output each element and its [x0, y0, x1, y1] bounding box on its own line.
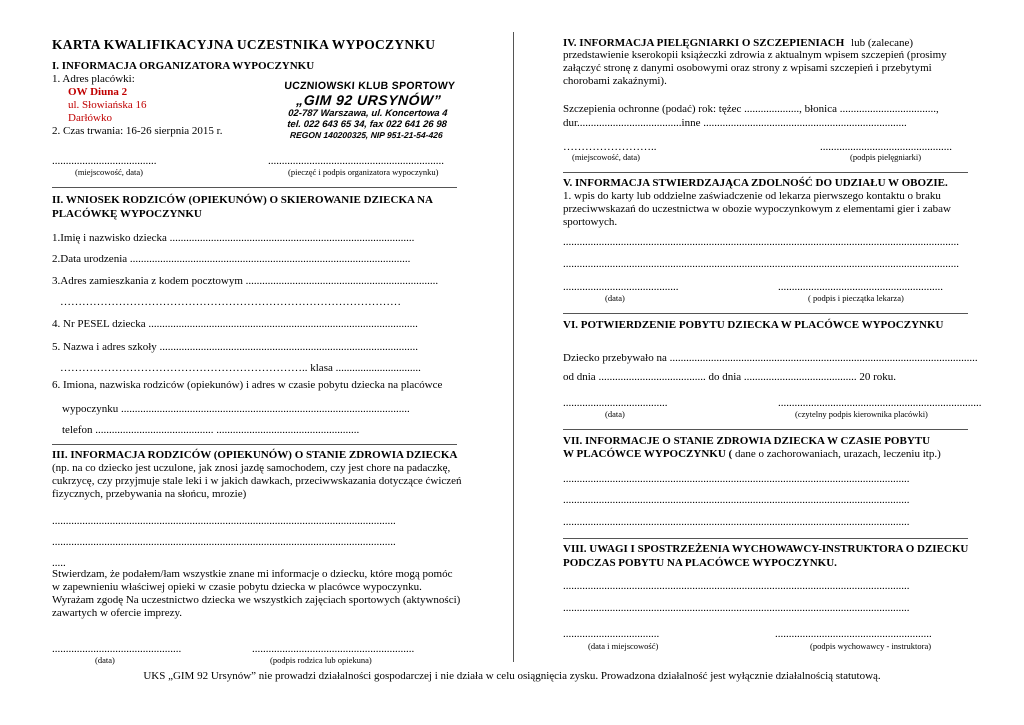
stamp-line-2: „GIM 92 URSYNÓW” [295, 92, 442, 108]
section-2-heading-line-1: II. WNIOSEK RODZICÓW (OPIEKUNÓW) O SKIEROWANIE DZIECKA NA [52, 194, 433, 206]
manager-signature-dots[interactable]: .......................................................................... [778, 397, 982, 409]
section-3-heading: III. INFORMACJA RODZICÓW (OPIEKUNÓW) O STANIE ZDROWIA DZIECKA [52, 449, 458, 461]
stamp-line-5: REGON 140200325, NIP 951-21-54-426 [289, 130, 444, 140]
divider-line [563, 538, 968, 539]
caption-parent-signature: (podpis rodzica lub opiekuna) [270, 655, 372, 665]
field-school-class[interactable]: ………………………………………………………….. klasa ............................... [60, 362, 421, 374]
column-divider [513, 32, 514, 662]
divider-line [52, 444, 457, 445]
section-4-heading: IV. INFORMACJA PIELĘGNIARKI O SZCZEPIENIACH [563, 37, 845, 49]
instructor-line-1[interactable]: .............................................................................................................................. [563, 580, 910, 592]
section-7-heading-line-2-row [563, 448, 941, 460]
manager-date-dots[interactable]: ...................................... [563, 397, 668, 409]
stay-health-line-3[interactable]: .............................................................................................................................. [563, 516, 910, 528]
nurse-date-dots[interactable]: …………………….. [563, 141, 657, 153]
health-line-2[interactable]: ............................................................................................................................. [52, 536, 396, 548]
parent-signature-dots[interactable]: ........................................................... [252, 643, 415, 655]
instructor-date-dots[interactable]: ................................... [563, 628, 660, 640]
document-title: KARTA KWALIFIKACYJNA UCZESTNIKA WYPOCZYNKU [52, 37, 436, 52]
address-line-1: OW Diuna 2 [68, 86, 128, 98]
footer-note: UKS „GIM 92 Ursynów” nie prowadzi działalności gospodarczej i nie działa w celu osiągnięcia zysku. Prowadzona działalność jest wyłącznie działalnością statutową. [143, 670, 881, 682]
signature-dots-left: ...................................... [52, 155, 157, 167]
caption-manager-date: (data) [605, 409, 625, 419]
organizer-stamp [276, 80, 460, 142]
section-7-heading-extra: dane o zachorowaniach, urazach, leczeniu itp.) [734, 448, 941, 460]
stamp-line-1: UCZNIOWSKI KLUB SPORTOWY [283, 80, 456, 92]
caption-place-date: (miejscowość, data) [75, 167, 143, 177]
field-address[interactable]: 3.Adres zamieszkania z kodem pocztowym ...................................................................... [52, 275, 439, 287]
section-4-description: przedstawienie kserokopii książeczki zdrowia z aktualnym wpisem szczepień (prosimy załączyć stronę z danymi osobowymi oraz strony z wpisami szczepień i przebytymi chorobami zakaźnymi). [563, 49, 947, 87]
divider-line [563, 313, 968, 314]
field-parents-label: 6. Imiona, nazwiska rodziców (opiekunów) i adres w czasie pobytu dziecka na placówce [52, 379, 443, 391]
section-7-heading-line-1: VII. INFORMACJE O STANIE ZDROWIA DZIECKA W CZASIE POBYTU [563, 435, 931, 447]
nurse-signature-dots[interactable]: ................................................ [820, 141, 952, 153]
address-line-2: ul. Słowiańska 16 [68, 99, 147, 111]
section-1-heading: I. INFORMACJA ORGANIZATORA WYPOCZYNKU [52, 60, 315, 72]
doctor-signature-dots[interactable]: ............................................................ [778, 281, 943, 293]
caption-doctor-date: (data) [605, 293, 625, 303]
signature-dots-right: ................................................................ [268, 155, 444, 167]
section-7-heading-line-2: W PLACÓWCE WYPOCZYNKU ( [563, 448, 733, 460]
section-6-heading: VI. POTWIERDZENIE POBYTU DZIECKA W PLACÓWCE WYPOCZYNKU [563, 319, 944, 331]
address-line-3: Darłówko [68, 112, 112, 124]
parent-date-dots[interactable]: ............................................... [52, 643, 182, 655]
section-8-heading-line-1: VIII. UWAGI I SPOSTRZEŻENIA WYCHOWAWCY-INSTRUKTORA O DZIECKU [563, 543, 969, 555]
caption-organizer-signature: (pieczęć i podpis organizatora wypoczynku) [288, 167, 439, 177]
section-3-description: (np. na co dziecko jest uczulone, jak znosi jazdę samochodem, czy jest chore na padaczkę, cukrzycę, czy przyjmuje stale leki i w jakich dawkach, przeciwwskazania dotyczące ćwiczeń fizycznych, przebywania na słońcu, mrozie) [52, 462, 462, 500]
vaccination-line-2[interactable]: dur......................................inne .......................................................................... [563, 117, 907, 129]
caption-instructor-date: (data i miejscowość) [588, 641, 659, 651]
health-line-1[interactable]: ............................................................................................................................. [52, 515, 396, 527]
stamp-line-3: 02-787 Warszawa, ul. Koncertowa 4 [287, 108, 448, 119]
field-pesel[interactable]: 4. Nr PESEL dziecka .................................................................................................. [52, 318, 418, 330]
section-5-description: 1. wpis do karty lub oddzielne zaświadczenie od lekarza pierwszego kontaktu o braku przeciwwskazań do uczestnictwa w obozie wypoczynkowym z elementami gier i zabaw sportowych. [563, 190, 951, 228]
field-address-continued[interactable]: ………………………………………………………………………………… [60, 296, 401, 308]
field-school[interactable]: 5. Nazwa i adres szkoły .............................................................................................. [52, 341, 419, 353]
field-child-name[interactable]: 1.Imię i nazwisko dziecka ......................................................................................... [52, 232, 415, 244]
stay-health-line-2[interactable]: .............................................................................................................................. [563, 494, 910, 506]
caption-doctor-signature: ( podpis i pieczątka lekarza) [808, 293, 904, 303]
doctor-line-2[interactable]: ................................................................................................................................................ [563, 258, 959, 270]
caption-manager-signature: (czytelny podpis kierownika placówki) [795, 409, 928, 419]
stay-dates-line[interactable]: od dnia ....................................... do dnia ......................................... 20 roku. [563, 371, 897, 383]
stamp-line-4: tel. 022 643 65 34, fax 022 641 26 98 [286, 119, 448, 130]
divider-line [563, 172, 968, 173]
health-line-3[interactable]: ..... [52, 557, 66, 569]
vaccination-line-1[interactable]: Szczepienia ochronne (podać) rok: tężec ...................., błonica ..................................., [563, 103, 939, 115]
section-5-heading: V. INFORMACJA STWIERDZAJĄCA ZDOLNOŚĆ DO UDZIAŁU W OBOZIE. [563, 177, 948, 189]
caption-instructor-signature: (podpis wychowawcy - instruktora) [810, 641, 932, 651]
field-parents-address[interactable]: wypoczynku ......................................................................................................... [62, 403, 410, 415]
doctor-date-dots[interactable]: .......................................... [563, 281, 679, 293]
section-4-heading-row [563, 37, 913, 49]
duration-text: 2. Czas trwania: 16-26 sierpnia 2015 r. [52, 125, 223, 137]
section-4-heading-extra: lub (zalecane) [851, 37, 913, 49]
field-phone[interactable]: telefon ........................................... .................................................... [62, 424, 360, 436]
section-2-heading-line-2: PLACÓWKĘ WYPOCZYNKU [52, 208, 202, 220]
stay-place-line[interactable]: Dziecko przebywało na ................................................................................................................ [563, 352, 978, 364]
divider-line [563, 429, 968, 430]
caption-nurse-place-date: (miejscowość, data) [572, 152, 640, 162]
stay-health-line-1[interactable]: .............................................................................................................................. [563, 473, 910, 485]
section-8-heading-line-2: PODCZAS POBYTU NA PLACÓWCE WYPOCZYNKU. [563, 557, 837, 569]
field-birth-date[interactable]: 2.Data urodzenia ...................................................................................................... [52, 253, 411, 265]
caption-nurse-signature: (podpis pielęgniarki) [850, 152, 922, 162]
divider-line [52, 187, 457, 188]
doctor-line-1[interactable]: ................................................................................................................................................ [563, 236, 959, 248]
address-label: 1. Adres placówki: [52, 73, 135, 85]
parent-statement: Stwierdzam, że podałem/łam wszystkie znane mi informacje o dziecku, które mogą pomóc w zapewnieniu właściwej opieki w czasie pobytu dziecka w placówce wypoczynku. Wyrażam zgodę Na uczestnictwo dziecka we wszystkich zajęciach sportowych (aktywności) zawartych w ofercie imprezy. [52, 568, 461, 619]
caption-date: (data) [95, 655, 115, 665]
instructor-line-2[interactable]: .............................................................................................................................. [563, 602, 910, 614]
instructor-signature-dots[interactable]: ......................................................... [775, 628, 932, 640]
